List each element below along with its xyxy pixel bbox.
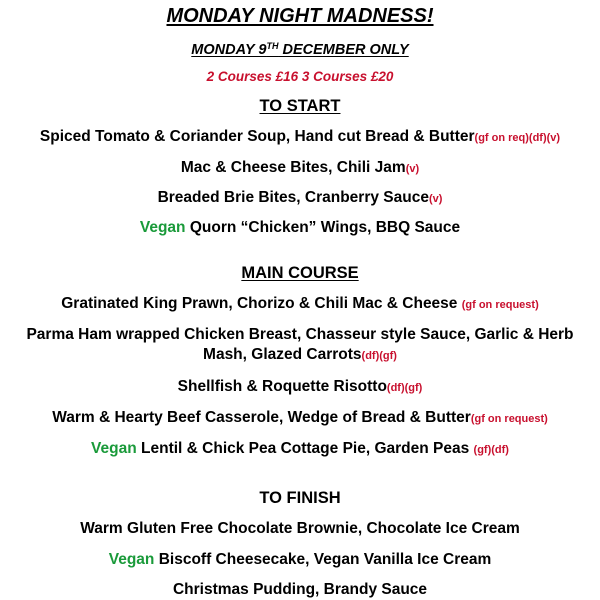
- dish-name: Biscoff Cheesecake, Vegan Vanilla Ice Cream: [154, 551, 492, 568]
- menu-item: [0, 220, 600, 236]
- menu-item: [0, 582, 600, 598]
- menu-title: MONDAY NIGHT MADNESS!: [166, 5, 434, 27]
- vegan-label: Vegan: [139, 219, 186, 236]
- menu-date: [0, 42, 600, 58]
- dish-name: Quorn “Chicken” Wings, BBQ Sauce: [185, 219, 461, 236]
- dish-name: Breaded Brie Bites, Cranberry Sauce: [157, 189, 429, 206]
- menu-item: [0, 296, 600, 312]
- section-heading-finish: TO FINISH: [259, 489, 341, 507]
- dietary-note: (v): [428, 193, 443, 205]
- menu-item: [0, 552, 600, 568]
- section-heading-start: TO START: [259, 97, 341, 115]
- dish-name: Warm Gluten Free Chocolate Brownie, Chocolate Ice Cream: [80, 520, 520, 537]
- vegan-label: Vegan: [91, 440, 137, 457]
- dish-name: Spiced Tomato & Coriander Soup, Hand cut Bread & Butter: [39, 128, 475, 145]
- dish-name: Gratinated King Prawn, Chorizo & Chili Mac & Cheese: [61, 295, 462, 312]
- menu-item: [0, 410, 600, 426]
- date-rest: DECEMBER ONLY: [278, 42, 409, 58]
- dish-name: Christmas Pudding, Brandy Sauce: [172, 581, 428, 598]
- section-heading-main: MAIN COURSE: [241, 264, 359, 282]
- dietary-note: (v): [405, 163, 420, 175]
- menu-item: [0, 379, 600, 395]
- vegan-label: Vegan: [108, 551, 155, 568]
- dietary-note: (gf on request): [470, 413, 548, 425]
- dish-name: Shellfish & Roquette Risotto: [177, 378, 387, 395]
- menu-item: [0, 521, 600, 537]
- dietary-note: (gf on req)(df)(v): [474, 132, 561, 144]
- dietary-note: (df)(gf): [386, 382, 423, 394]
- menu-item: [0, 129, 600, 145]
- menu-item: [0, 190, 600, 206]
- menu-item: [0, 441, 600, 457]
- dietary-note: (df)(gf): [361, 350, 397, 362]
- dish-name: Parma Ham wrapped Chicken Breast, Chasseur style Sauce, Garlic & Herb Mash, Glazed Carrots: [26, 326, 574, 363]
- date-suffix: TH: [266, 41, 279, 51]
- dish-name: Lentil & Chick Pea Cottage Pie, Garden Peas: [136, 440, 474, 457]
- menu-item: [0, 160, 600, 176]
- dietary-note: (gf)(df): [473, 444, 509, 456]
- dish-name: Mac & Cheese Bites, Chili Jam: [180, 159, 406, 176]
- dish-name: Warm & Hearty Beef Casserole, Wedge of Bread & Butter: [52, 409, 471, 426]
- price-line: 2 Courses £16 3 Courses £20: [206, 69, 394, 84]
- dietary-note: (gf on request): [461, 299, 539, 311]
- date-prefix: MONDAY 9: [191, 42, 267, 58]
- menu-item: [20, 325, 580, 366]
